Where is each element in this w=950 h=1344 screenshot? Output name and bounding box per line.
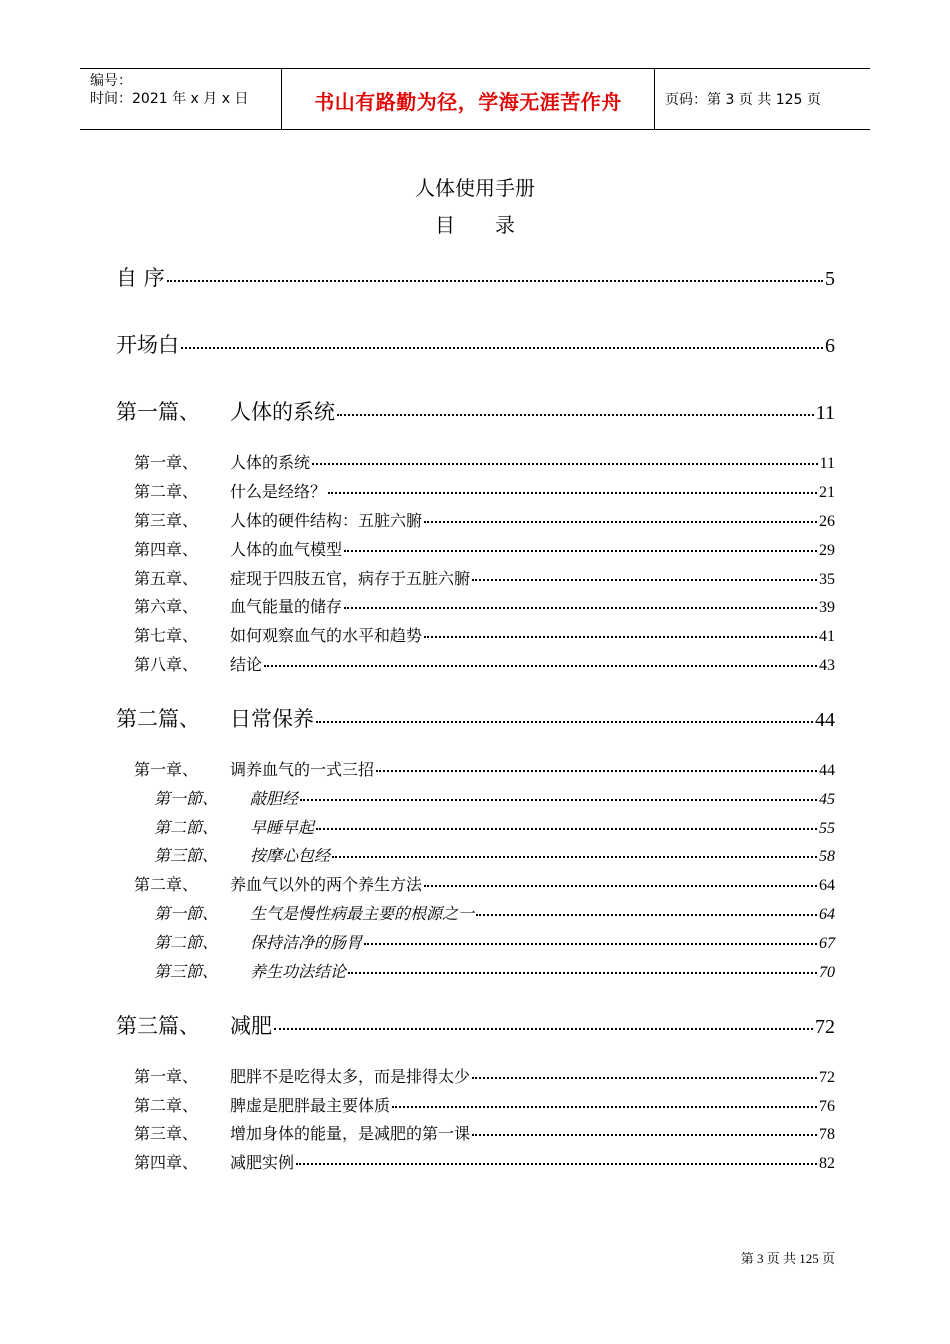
toc-leader <box>296 1163 817 1165</box>
toc-entry-number: 第七章、 <box>134 626 199 645</box>
toc-entry-part3[interactable] <box>116 1010 835 1040</box>
toc-leader <box>364 943 817 945</box>
toc-entry-number: 第八章、 <box>134 655 199 674</box>
toc-entry-title: 血气能量的储存 <box>230 597 343 616</box>
toc-entry-title: 养血气以外的两个养生方法 <box>230 875 423 894</box>
toc-leader <box>300 799 817 801</box>
toc-entry-section[interactable] <box>154 901 835 924</box>
toc-entry-title: 人体的系统 <box>230 453 311 472</box>
toc-entry-title: 什么是经络？ <box>230 482 327 501</box>
header-page-info: 页码：第 3 页 共 125 页 <box>665 92 821 108</box>
toc-entry-number: 第一節、 <box>154 789 219 808</box>
toc-entry-number: 第二節、 <box>154 933 219 952</box>
toc-leader <box>316 828 817 830</box>
toc-page-number: 44 <box>815 709 835 731</box>
toc-entry-part1[interactable] <box>116 396 835 426</box>
toc-entry-number: 第一章、 <box>134 453 199 472</box>
toc-leader <box>424 636 817 638</box>
toc-leader <box>328 492 817 494</box>
toc-entry-title: 结论 <box>230 655 263 674</box>
toc-leader <box>274 1028 813 1030</box>
toc-entry-title: 减肥实例 <box>230 1153 295 1172</box>
toc-entry-number: 第三節、 <box>154 846 219 865</box>
toc-entry-chapter[interactable] <box>134 479 835 502</box>
toc-entry-chapter[interactable] <box>134 1121 835 1144</box>
toc-entry-chapter[interactable] <box>134 594 835 617</box>
toc-entry-number: 第二節、 <box>154 818 219 837</box>
toc-page-number: 58 <box>819 848 835 865</box>
toc-page-number: 11 <box>819 455 835 472</box>
toc-entry-chapter[interactable] <box>134 450 835 473</box>
toc-entry-chapter[interactable] <box>134 508 835 531</box>
toc-page-number: 64 <box>819 906 835 923</box>
toc-leader <box>316 721 813 723</box>
toc-page-number: 55 <box>819 820 835 837</box>
toc-entry-chapter[interactable] <box>134 872 835 895</box>
toc-entry-title: 保持洁净的肠胃 <box>250 933 363 952</box>
toc-entry-section[interactable] <box>154 786 835 809</box>
toc-entry-title: 早睡早起 <box>250 818 315 837</box>
toc-entry-section[interactable] <box>154 843 835 866</box>
toc-entry-number: 第三章、 <box>134 1124 199 1143</box>
toc-entry-section[interactable] <box>154 959 835 982</box>
toc-entry-chapter[interactable] <box>134 1064 835 1087</box>
toc-leader <box>332 856 817 858</box>
toc-entry-title: 调养血气的一式三招 <box>230 760 375 779</box>
toc-leader <box>337 414 814 416</box>
toc-leader <box>344 607 817 609</box>
toc-entry-number: 第五章、 <box>134 569 199 588</box>
toc-entry-chapter[interactable] <box>134 1093 835 1116</box>
toc-leader <box>424 885 817 887</box>
toc-entry-number: 第二章、 <box>134 482 199 501</box>
toc-entry-chapter[interactable] <box>134 652 835 675</box>
toc-entry-title: 减肥 <box>230 1014 272 1038</box>
toc-page-number: 78 <box>819 1126 835 1143</box>
toc-leader <box>472 579 817 581</box>
document-time-label: 时间：2021 年 x 月 x 日 <box>90 91 249 107</box>
toc-entry-title: 脾虚是肥胖最主要体质 <box>230 1096 391 1115</box>
toc-page-number: 26 <box>819 513 835 530</box>
toc-entry-title: 敲胆经 <box>250 789 299 808</box>
page-header <box>80 68 870 130</box>
toc-page-number: 64 <box>819 877 835 894</box>
toc-page-number: 35 <box>819 571 835 588</box>
toc-page-number: 5 <box>825 268 835 290</box>
toc-entry-title: 自 序 <box>116 266 165 290</box>
header-page-cell <box>655 69 870 129</box>
header-meta-cell <box>80 69 282 129</box>
toc-page-number: 82 <box>819 1155 835 1172</box>
toc-page-number: 67 <box>819 935 835 952</box>
toc-leader <box>167 280 823 282</box>
toc-page-number: 45 <box>819 791 835 808</box>
toc-entry-section[interactable] <box>154 930 835 953</box>
toc-page-number: 72 <box>819 1069 835 1086</box>
toc-entry-chapter[interactable] <box>134 566 835 589</box>
toc-leader <box>424 521 817 523</box>
toc-entry-chapter[interactable] <box>134 1150 835 1173</box>
toc-entry-title: 肥胖不是吃得太多，而是排得太少 <box>230 1067 471 1086</box>
toc-leader <box>344 550 817 552</box>
toc-page-number: 72 <box>815 1016 835 1038</box>
toc-entry-number: 第四章、 <box>134 540 199 559</box>
toc-entry-number: 第四章、 <box>134 1153 199 1172</box>
toc-entry-title: 人体的硬件结构：五脏六腑 <box>230 511 423 530</box>
toc-entry-title: 人体的血气模型 <box>230 540 343 559</box>
toc-page-number: 76 <box>819 1098 835 1115</box>
toc-entry-title: 按摩心包经 <box>250 846 331 865</box>
toc-heading: 目录 <box>435 215 555 237</box>
toc-entry-title: 如何观察血气的水平和趋势 <box>230 626 423 645</box>
document-number-label: 编号： <box>90 73 132 89</box>
toc-entry-section[interactable] <box>154 815 835 838</box>
toc-leader <box>312 463 818 465</box>
toc-entry-number: 第三節、 <box>154 962 219 981</box>
toc-entry-part2[interactable] <box>116 703 835 733</box>
toc-page-number: 21 <box>819 484 835 501</box>
toc-entry-number: 第一章、 <box>134 760 199 779</box>
toc-entry-chapter[interactable] <box>134 623 835 646</box>
toc-entry-number: 第一章、 <box>134 1067 199 1086</box>
toc-entry-title: 人体的系统 <box>230 400 335 424</box>
toc-entry-number: 第二章、 <box>134 1096 199 1115</box>
toc-page-number: 41 <box>819 628 835 645</box>
toc-page-number: 70 <box>819 964 835 981</box>
toc-entry-preface[interactable] <box>116 262 835 292</box>
toc-page-number: 44 <box>819 762 835 779</box>
toc-entry-title: 养生功法结论 <box>250 962 347 981</box>
toc-leader <box>392 1106 817 1108</box>
header-motto: 书山有路勤为径，学海无涯苦作舟 <box>314 90 622 114</box>
toc-entry-title: 生气是慢性病最主要的根源之一 <box>250 904 475 923</box>
toc-leader <box>348 972 817 974</box>
page-footer: 第 3 页 共 125 页 <box>740 1251 835 1266</box>
document-title: 人体使用手册 <box>415 178 535 200</box>
toc-entry-number: 第二篇、 <box>116 707 200 731</box>
toc-page-number: 29 <box>819 542 835 559</box>
toc-entry-number: 第三篇、 <box>116 1014 200 1038</box>
toc-leader <box>472 1134 817 1136</box>
toc-page-number: 43 <box>819 657 835 674</box>
toc-entry-number: 第二章、 <box>134 875 199 894</box>
toc-leader <box>181 347 823 349</box>
toc-entry-title: 症现于四肢五官，病存于五脏六腑 <box>230 569 471 588</box>
toc-page-number: 39 <box>819 599 835 616</box>
toc-entry-number: 第一篇、 <box>116 400 200 424</box>
toc-leader <box>264 665 817 667</box>
toc-entry-title: 开场白 <box>116 333 179 357</box>
header-motto-cell <box>282 69 655 129</box>
toc-entry-title: 日常保养 <box>230 707 314 731</box>
toc-entry-chapter[interactable] <box>134 757 835 780</box>
toc-entry-opening[interactable] <box>116 329 835 359</box>
toc-page-number: 6 <box>825 335 835 357</box>
toc-page-number: 11 <box>815 402 835 424</box>
toc-entry-number: 第三章、 <box>134 511 199 530</box>
toc-leader <box>472 1077 817 1079</box>
toc-entry-chapter[interactable] <box>134 537 835 560</box>
toc-entry-title: 增加身体的能量，是减肥的第一课 <box>230 1124 471 1143</box>
toc-leader <box>376 770 817 772</box>
toc-leader <box>476 914 817 916</box>
toc-entry-number: 第一節、 <box>154 904 219 923</box>
toc-entry-number: 第六章、 <box>134 597 199 616</box>
